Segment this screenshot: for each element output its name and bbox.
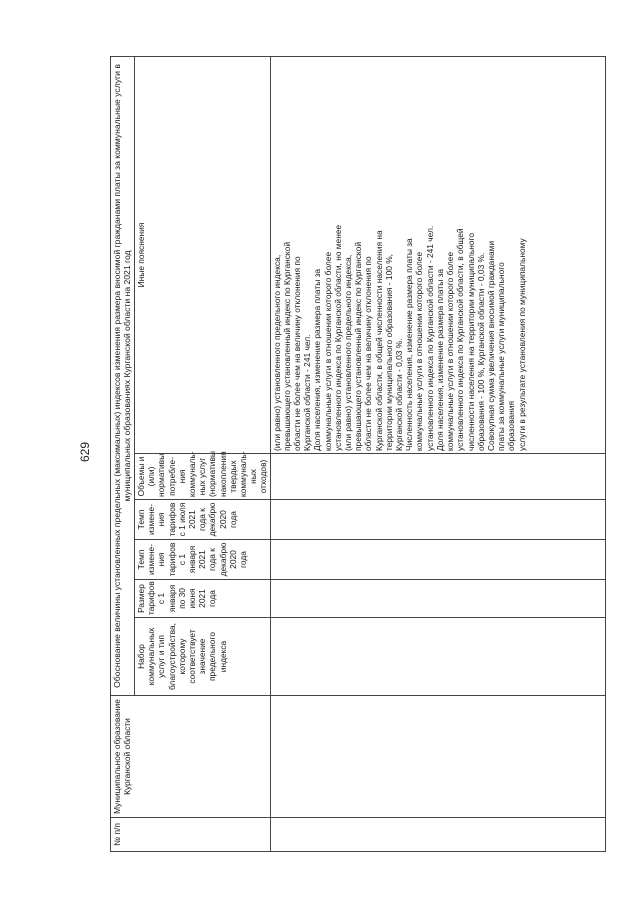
header-set-of-services: Набор коммунальных услуг и тип благоустройства, которому соответствует значение предельного индекса xyxy=(135,618,271,696)
note-line: численности населения на территории муниципального xyxy=(465,232,476,451)
note-line: Доля населения, изменение размера платы за xyxy=(434,268,445,451)
header-rate-jan: Темп измене-ния тарифов с 1 января 2021 года к декабрю 2020 года xyxy=(135,540,271,580)
justification-table xyxy=(110,56,606,852)
header-municipality: Муниципальное образование Курганской области xyxy=(111,696,271,818)
header-other-notes: Иные пояснения xyxy=(135,56,271,453)
note-line: области не более чем на величину отклонения по xyxy=(292,256,303,451)
cell-volumes xyxy=(270,454,605,500)
note-line: установленного индекса по Курганской области, в общей xyxy=(455,228,466,451)
note-line: (или равно) установленного предельного индекса, xyxy=(343,254,354,451)
note-line: установленного индекса по Курганской области - 241 чел. xyxy=(424,225,435,451)
note-line: Курганской области - 241 чел. xyxy=(302,334,313,451)
cell-num xyxy=(270,818,605,852)
note-line: коммунальные услуги в отношении которого более xyxy=(322,251,333,451)
header-num: № п/п xyxy=(111,818,271,852)
header-tariff-size: Размер тарифов с 1 января по 30 июня 2021 года xyxy=(135,580,271,618)
note-line: превышающего установленный индекс по Курганской xyxy=(353,241,364,451)
note-line: Совокупная сумма увеличения вносимой гражданами xyxy=(485,240,496,451)
table-row xyxy=(270,56,605,851)
note-line: установленного индекса по Курганской области, но менее xyxy=(332,224,343,451)
note-line: образования xyxy=(506,401,517,451)
note-line: коммунальные услуги в отношении которого более xyxy=(445,251,456,451)
notes-text xyxy=(272,59,527,451)
note-line: услуги в результате установления по муниципальному xyxy=(516,238,527,451)
cell-rate-jan xyxy=(270,540,605,580)
note-line: (или равно) установленного предельного индекса, xyxy=(271,254,282,451)
note-line: территории муниципального образования - 100 %, xyxy=(383,254,394,451)
header-volumes: Объемы и (или) нормативы потребле-ния коммуналь-ных услуг (нормативы накопления твердых коммуналь-ных отходов) xyxy=(135,454,271,500)
cell-rate-jul xyxy=(270,500,605,540)
note-line: Доля населения, изменение размера платы за xyxy=(312,268,323,451)
note-line: области не более чем на величину отклонения по xyxy=(363,256,374,451)
cell-tariff-size xyxy=(270,580,605,618)
note-line: коммунальные услуги в отношении которого более xyxy=(414,251,425,451)
document-sheet xyxy=(110,57,606,852)
note-line: Численность населения, изменение размера платы за xyxy=(404,238,415,451)
note-line: превышающего установленный индекс по Курганской xyxy=(281,241,292,451)
cell-notes xyxy=(270,56,605,453)
rotated-table-wrapper xyxy=(110,57,606,852)
header-rate-jul: Темп измене-ния тарифов с 1 июля 2021 года к декабрю 2020 года xyxy=(135,500,271,540)
note-line: Курганской области, в общей численности населения на xyxy=(373,230,384,451)
note-line: Курганской области - 0,03 %. xyxy=(394,338,405,451)
page-number: 629 xyxy=(78,441,92,463)
header-justification-group: Обоснование величины установленных предельных (максимальных) индексов изменения размера вносимой гражданами платы за коммунальные услуги в муниципальных образованиях Курганской области на 2021 год xyxy=(111,56,135,695)
note-line: платы за коммунальные услуги муниципального xyxy=(496,262,507,451)
cell-set-of-services xyxy=(270,618,605,696)
note-line: образования - 100 %, Курганской области - 0,03 %. xyxy=(475,252,486,451)
cell-municipality xyxy=(270,696,605,818)
